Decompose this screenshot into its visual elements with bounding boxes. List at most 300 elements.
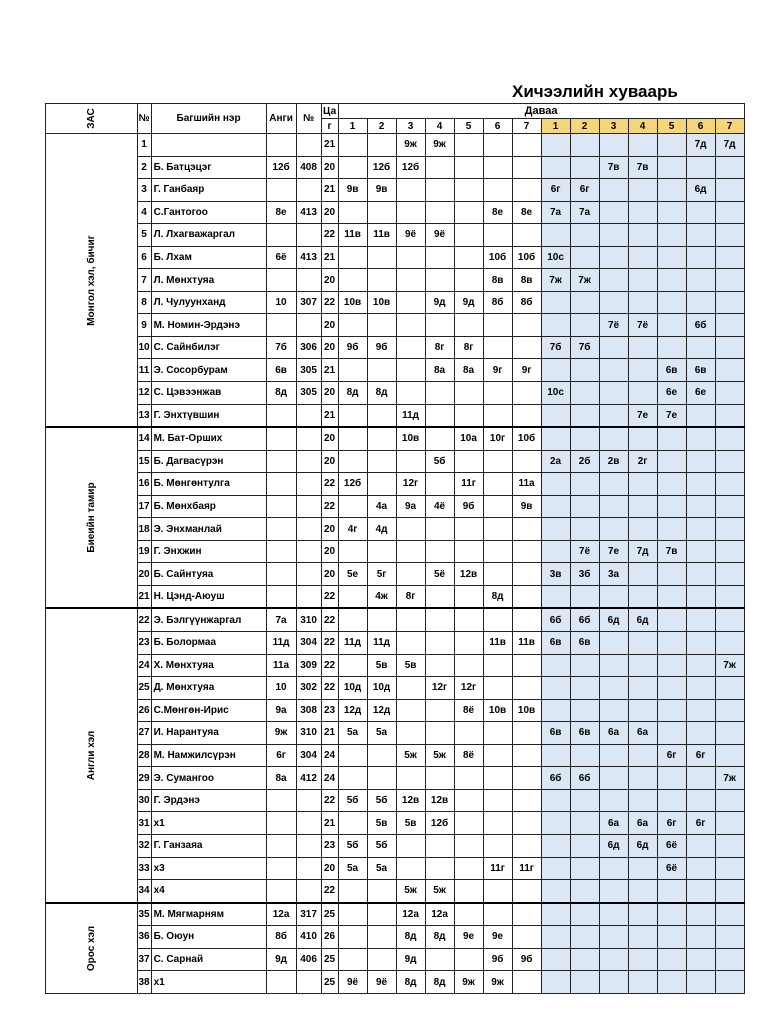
lesson-cell: 7е: [628, 404, 657, 427]
lesson-cell: [425, 269, 454, 292]
row-number: 8: [137, 291, 151, 314]
lesson-cell: 6д: [628, 834, 657, 857]
lesson-cell: 8ё: [454, 699, 483, 722]
lesson-cell: [686, 201, 715, 224]
lesson-cell: [599, 518, 628, 541]
homeroom-class: [266, 224, 296, 247]
lesson-cell: [628, 767, 657, 790]
lesson-cell: [715, 585, 744, 608]
lesson-cell: [425, 314, 454, 337]
lesson-cell: 9ё: [396, 224, 425, 247]
lesson-cell: [512, 134, 541, 157]
lesson-cell: 5ж: [425, 744, 454, 767]
header-hours-bottom: г: [321, 119, 338, 134]
lesson-cell: [686, 608, 715, 631]
weekly-hours: 20: [321, 314, 338, 337]
lesson-cell: [657, 654, 686, 677]
homeroom-class: [266, 314, 296, 337]
lesson-cell: [715, 224, 744, 247]
lesson-cell: [425, 156, 454, 179]
lesson-cell: [367, 201, 396, 224]
table-row: [46, 450, 745, 473]
lesson-cell: [338, 744, 367, 767]
teacher-name: Л. Чулуунханд: [151, 291, 266, 314]
lesson-cell: [686, 857, 715, 880]
lesson-cell: [657, 291, 686, 314]
lesson-cell: 2в: [599, 450, 628, 473]
lesson-cell: [570, 585, 599, 608]
table-row: [46, 948, 745, 971]
header-class: Анги: [266, 104, 296, 134]
lesson-cell: 7ё: [628, 314, 657, 337]
room-number: [296, 880, 321, 903]
room-number: [296, 540, 321, 563]
table-row: [46, 179, 745, 202]
weekly-hours: 22: [321, 880, 338, 903]
room-number: 413: [296, 201, 321, 224]
row-number: 6: [137, 246, 151, 269]
lesson-cell: [715, 540, 744, 563]
lesson-cell: [686, 473, 715, 496]
lesson-cell: 8г: [454, 336, 483, 359]
lesson-cell: [570, 903, 599, 926]
weekly-hours: 22: [321, 654, 338, 677]
lesson-cell: [599, 767, 628, 790]
lesson-cell: 2а: [541, 450, 570, 473]
lesson-cell: [570, 359, 599, 382]
lesson-cell: [657, 722, 686, 745]
lesson-cell: 6а: [628, 722, 657, 745]
lesson-cell: 6е: [657, 382, 686, 405]
lesson-cell: 8б: [512, 291, 541, 314]
lesson-cell: 6в: [570, 632, 599, 655]
lesson-cell: [541, 224, 570, 247]
lesson-cell: [715, 246, 744, 269]
row-number: 35: [137, 903, 151, 926]
lesson-cell: [628, 359, 657, 382]
lesson-cell: [628, 473, 657, 496]
lesson-cell: [483, 903, 512, 926]
lesson-cell: 8д: [425, 926, 454, 949]
lesson-cell: [686, 450, 715, 473]
homeroom-class: 6ё: [266, 246, 296, 269]
lesson-cell: 12г: [396, 473, 425, 496]
lesson-cell: [599, 699, 628, 722]
teacher-name: Г. Энхжин: [151, 540, 266, 563]
lesson-cell: [483, 789, 512, 812]
lesson-cell: [454, 540, 483, 563]
row-number: 27: [137, 722, 151, 745]
lesson-cell: [715, 450, 744, 473]
lesson-cell: [483, 880, 512, 903]
lesson-cell: 12а: [396, 903, 425, 926]
room-number: [296, 179, 321, 202]
header-no: №: [137, 104, 151, 134]
lesson-cell: 5б: [367, 789, 396, 812]
teacher-name: И. Нарантуяа: [151, 722, 266, 745]
lesson-cell: [657, 971, 686, 994]
lesson-cell: [512, 382, 541, 405]
lesson-cell: [512, 677, 541, 700]
row-number: 4: [137, 201, 151, 224]
homeroom-class: 7б: [266, 336, 296, 359]
lesson-cell: [338, 608, 367, 631]
lesson-cell: [715, 971, 744, 994]
lesson-cell: 9ё: [367, 971, 396, 994]
lesson-cell: [483, 608, 512, 631]
lesson-cell: 12в: [425, 789, 454, 812]
weekly-hours: 21: [321, 179, 338, 202]
lesson-cell: 8г: [396, 585, 425, 608]
homeroom-class: [266, 857, 296, 880]
lesson-cell: 10д: [367, 677, 396, 700]
lesson-cell: [396, 179, 425, 202]
lesson-cell: [628, 563, 657, 586]
lesson-cell: [338, 654, 367, 677]
lesson-cell: [541, 540, 570, 563]
lesson-cell: [338, 314, 367, 337]
row-number: 2: [137, 156, 151, 179]
homeroom-class: [266, 427, 296, 450]
row-number: 9: [137, 314, 151, 337]
weekly-hours: 20: [321, 201, 338, 224]
lesson-cell: [367, 540, 396, 563]
lesson-cell: 12д: [338, 699, 367, 722]
lesson-cell: [628, 926, 657, 949]
lesson-cell: [338, 903, 367, 926]
lesson-cell: 9а: [396, 495, 425, 518]
lesson-cell: [338, 134, 367, 157]
room-number: [296, 314, 321, 337]
lesson-cell: 7ж: [541, 269, 570, 292]
teacher-name: Г. Энхтүвшин: [151, 404, 266, 427]
lesson-cell: [425, 179, 454, 202]
lesson-cell: [483, 404, 512, 427]
lesson-cell: [512, 722, 541, 745]
lesson-cell: [512, 404, 541, 427]
lesson-cell: [570, 654, 599, 677]
room-number: 302: [296, 677, 321, 700]
lesson-cell: 7д: [715, 134, 744, 157]
subject-group-label: Биеийн тамир: [46, 427, 138, 608]
lesson-cell: [686, 722, 715, 745]
lesson-cell: 7б: [570, 336, 599, 359]
lesson-cell: 8а: [425, 359, 454, 382]
table-row: [46, 404, 745, 427]
lesson-cell: [396, 450, 425, 473]
teacher-name: Б. Дагвасүрэн: [151, 450, 266, 473]
lesson-cell: [541, 654, 570, 677]
lesson-cell: [425, 427, 454, 450]
room-number: [296, 834, 321, 857]
lesson-cell: [454, 156, 483, 179]
lesson-cell: [512, 834, 541, 857]
lesson-cell: 9ё: [425, 224, 454, 247]
lesson-cell: [454, 269, 483, 292]
lesson-cell: [657, 632, 686, 655]
lesson-cell: [454, 201, 483, 224]
lesson-cell: [686, 540, 715, 563]
lesson-cell: [396, 314, 425, 337]
lesson-cell: [338, 156, 367, 179]
lesson-cell: [686, 948, 715, 971]
lesson-cell: [715, 608, 744, 631]
lesson-cell: [686, 632, 715, 655]
teacher-name: Б. Болормаа: [151, 632, 266, 655]
lesson-cell: [715, 812, 744, 835]
room-number: [296, 450, 321, 473]
lesson-cell: [628, 948, 657, 971]
lesson-cell: [454, 404, 483, 427]
weekly-hours: 20: [321, 382, 338, 405]
lesson-cell: [541, 156, 570, 179]
lesson-cell: [686, 269, 715, 292]
lesson-cell: [715, 269, 744, 292]
lesson-cell: [483, 314, 512, 337]
lesson-cell: [483, 812, 512, 835]
lesson-cell: 9ё: [338, 971, 367, 994]
row-number: 32: [137, 834, 151, 857]
lesson-cell: 6б: [541, 767, 570, 790]
lesson-cell: [338, 269, 367, 292]
lesson-cell: [628, 382, 657, 405]
row-number: 11: [137, 359, 151, 382]
lesson-cell: [512, 812, 541, 835]
lesson-cell: 6а: [599, 722, 628, 745]
table-row: [46, 699, 745, 722]
lesson-cell: 11в: [512, 632, 541, 655]
lesson-cell: 9в: [367, 179, 396, 202]
lesson-cell: [599, 134, 628, 157]
lesson-cell: 3а: [599, 563, 628, 586]
table-row: [46, 632, 745, 655]
lesson-cell: [628, 179, 657, 202]
teacher-name: Д. Мөнхтуяа: [151, 677, 266, 700]
lesson-cell: [628, 336, 657, 359]
table-row: [46, 903, 745, 926]
table-row: [46, 654, 745, 677]
lesson-cell: [367, 450, 396, 473]
lesson-cell: [599, 880, 628, 903]
row-number: 34: [137, 880, 151, 903]
lesson-cell: [483, 473, 512, 496]
teacher-name: Г. Эрдэнэ: [151, 789, 266, 812]
lesson-cell: 6д: [599, 834, 628, 857]
room-number: 406: [296, 948, 321, 971]
lesson-cell: [425, 473, 454, 496]
lesson-cell: 9г: [512, 359, 541, 382]
row-number: 23: [137, 632, 151, 655]
weekly-hours: 20: [321, 518, 338, 541]
table-row: [46, 608, 745, 631]
table-row: [46, 767, 745, 790]
lesson-cell: [599, 246, 628, 269]
lesson-cell: [686, 427, 715, 450]
lesson-cell: [570, 971, 599, 994]
lesson-cell: [367, 767, 396, 790]
lesson-cell: [599, 632, 628, 655]
row-number: 1: [137, 134, 151, 157]
subject-group-label: Монгол хэл, бичиг: [46, 134, 138, 428]
lesson-cell: 6в: [686, 359, 715, 382]
row-number: 17: [137, 495, 151, 518]
lesson-cell: [686, 518, 715, 541]
weekly-hours: 21: [321, 722, 338, 745]
weekly-hours: 22: [321, 473, 338, 496]
lesson-cell: [628, 427, 657, 450]
lesson-cell: [628, 269, 657, 292]
table-row: [46, 880, 745, 903]
weekly-hours: 23: [321, 699, 338, 722]
weekly-hours: 20: [321, 156, 338, 179]
row-number: 36: [137, 926, 151, 949]
lesson-cell: [541, 926, 570, 949]
lesson-cell: 7д: [686, 134, 715, 157]
lesson-cell: 5б: [338, 789, 367, 812]
lesson-cell: [715, 201, 744, 224]
lesson-cell: [657, 427, 686, 450]
teacher-name: [151, 134, 266, 157]
lesson-cell: [570, 789, 599, 812]
row-number: 38: [137, 971, 151, 994]
lesson-cell: [541, 812, 570, 835]
lesson-cell: 6е: [686, 382, 715, 405]
teacher-name: х4: [151, 880, 266, 903]
room-number: 413: [296, 246, 321, 269]
lesson-cell: 11д: [367, 632, 396, 655]
teacher-name: С. Цэвээнжав: [151, 382, 266, 405]
homeroom-class: 11а: [266, 654, 296, 677]
room-number: 317: [296, 903, 321, 926]
table-row: [46, 359, 745, 382]
lesson-cell: 12б: [425, 812, 454, 835]
homeroom-class: [266, 540, 296, 563]
row-number: 5: [137, 224, 151, 247]
lesson-cell: [367, 246, 396, 269]
lesson-cell: [338, 450, 367, 473]
lesson-cell: [686, 834, 715, 857]
teacher-name: Б. Батцэцэг: [151, 156, 266, 179]
room-number: [296, 585, 321, 608]
homeroom-class: [266, 971, 296, 994]
lesson-cell: [396, 563, 425, 586]
homeroom-class: 12а: [266, 903, 296, 926]
header-period-b: 2: [570, 119, 599, 134]
lesson-cell: 8в: [512, 269, 541, 292]
lesson-cell: 9б: [338, 336, 367, 359]
header-period-b: 6: [686, 119, 715, 134]
lesson-cell: [686, 495, 715, 518]
lesson-cell: [425, 540, 454, 563]
lesson-cell: [657, 201, 686, 224]
lesson-cell: [657, 156, 686, 179]
lesson-cell: [715, 156, 744, 179]
lesson-cell: [367, 314, 396, 337]
lesson-cell: [425, 699, 454, 722]
lesson-cell: 5а: [338, 857, 367, 880]
lesson-cell: [454, 880, 483, 903]
table-row: [46, 971, 745, 994]
lesson-cell: 9ж: [396, 134, 425, 157]
weekly-hours: 20: [321, 857, 338, 880]
lesson-cell: 5б: [425, 450, 454, 473]
lesson-cell: [367, 427, 396, 450]
lesson-cell: 6в: [657, 359, 686, 382]
lesson-cell: 12б: [338, 473, 367, 496]
lesson-cell: [541, 699, 570, 722]
room-number: 308: [296, 699, 321, 722]
lesson-cell: [686, 585, 715, 608]
table-row: [46, 585, 745, 608]
header-period-a: 2: [367, 119, 396, 134]
homeroom-class: [266, 789, 296, 812]
lesson-cell: 9в: [512, 495, 541, 518]
lesson-cell: 9в: [338, 179, 367, 202]
lesson-cell: [367, 880, 396, 903]
row-number: 24: [137, 654, 151, 677]
lesson-cell: [367, 404, 396, 427]
homeroom-class: [266, 179, 296, 202]
lesson-cell: [628, 971, 657, 994]
teacher-name: Б. Лхам: [151, 246, 266, 269]
weekly-hours: 26: [321, 926, 338, 949]
lesson-cell: 10в: [512, 699, 541, 722]
lesson-cell: [454, 948, 483, 971]
lesson-cell: [425, 585, 454, 608]
lesson-cell: [628, 677, 657, 700]
lesson-cell: [425, 767, 454, 790]
lesson-cell: [715, 699, 744, 722]
lesson-cell: [512, 654, 541, 677]
lesson-cell: [396, 632, 425, 655]
header-room: №: [296, 104, 321, 134]
lesson-cell: [396, 857, 425, 880]
lesson-cell: [512, 518, 541, 541]
lesson-cell: [454, 246, 483, 269]
lesson-cell: [338, 246, 367, 269]
lesson-cell: 8д: [483, 585, 512, 608]
lesson-cell: [367, 608, 396, 631]
row-number: 15: [137, 450, 151, 473]
lesson-cell: 6в: [570, 722, 599, 745]
lesson-cell: [686, 767, 715, 790]
lesson-cell: [454, 857, 483, 880]
teacher-name: Э. Энхманлай: [151, 518, 266, 541]
lesson-cell: [512, 314, 541, 337]
lesson-cell: 5а: [338, 722, 367, 745]
lesson-cell: 11д: [338, 632, 367, 655]
lesson-cell: 10а: [454, 427, 483, 450]
teacher-name: Б. Оюун: [151, 926, 266, 949]
lesson-cell: [599, 926, 628, 949]
room-number: 305: [296, 382, 321, 405]
lesson-cell: 11г: [454, 473, 483, 496]
lesson-cell: [657, 495, 686, 518]
lesson-cell: [454, 179, 483, 202]
lesson-cell: [396, 269, 425, 292]
table-row: [46, 291, 745, 314]
lesson-cell: [628, 134, 657, 157]
lesson-cell: [425, 201, 454, 224]
weekly-hours: 22: [321, 632, 338, 655]
lesson-cell: 11в: [483, 632, 512, 655]
lesson-cell: [396, 518, 425, 541]
lesson-cell: 12б: [367, 156, 396, 179]
lesson-cell: 10с: [541, 382, 570, 405]
lesson-cell: [454, 608, 483, 631]
lesson-cell: 5б: [338, 834, 367, 857]
table-row: [46, 812, 745, 835]
